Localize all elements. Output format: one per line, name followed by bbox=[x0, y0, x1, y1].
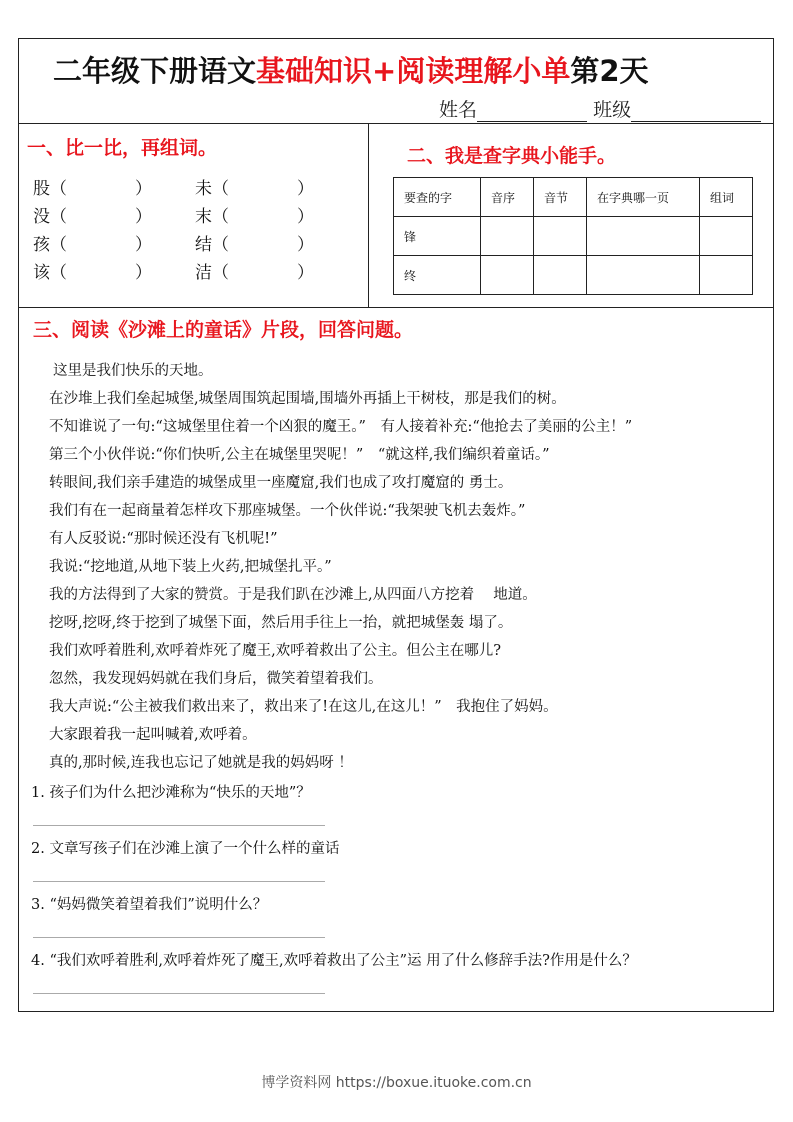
footer-watermark: 博学资料网 https://boxue.ituoke.com.cn bbox=[261, 1075, 532, 1091]
table-row bbox=[394, 256, 753, 295]
passage-paragraph: 我说:“挖地道,从地下装上火药,把城堡扎平。” bbox=[49, 559, 332, 575]
passage-paragraph: 我们有在一起商量着怎样攻下那座城堡。一个伙伴说:“我架驶飞机去轰炸。” bbox=[49, 503, 526, 519]
compare-row bbox=[33, 231, 357, 259]
compare-item[interactable]: 未（ ） bbox=[195, 179, 314, 199]
table-cell-blank[interactable] bbox=[534, 256, 587, 295]
worksheet-frame bbox=[18, 38, 774, 1012]
table-header-row bbox=[394, 178, 753, 217]
question-2: 2. 文章写孩子们在沙滩上演了一个什么样的童话 bbox=[31, 841, 340, 857]
compare-item[interactable]: 股（ ） bbox=[33, 179, 152, 199]
passage-paragraph: 这里是我们快乐的天地。 bbox=[53, 363, 213, 379]
question-4: 4. “我们欢呼着胜利,欢呼着炸死了魔王,欢呼着救出了公主”运 用了什么修辞手法?作用是什么？ bbox=[31, 953, 637, 969]
passage-paragraph: 我的方法得到了大家的赞赏。于是我们趴在沙滩上,从四面八方挖着 地道。 bbox=[49, 587, 537, 603]
passage-paragraph: 大家跟着我一起叫喊着,欢呼着。 bbox=[49, 727, 257, 743]
passage-paragraph: 第三个小伙伴说:“你们快听,公主在城堡里哭呢！” “就这样,我们编织着童话。” bbox=[49, 447, 550, 463]
table-header-cell: 要查的字 bbox=[394, 178, 481, 217]
table-header-cell: 组词 bbox=[700, 178, 753, 217]
table-cell-blank[interactable] bbox=[587, 217, 700, 256]
answer-line-2[interactable] bbox=[33, 881, 325, 882]
title-part1: 二年级下册语文 bbox=[53, 54, 257, 88]
answer-line-1[interactable] bbox=[33, 825, 325, 826]
passage-paragraph: 真的,那时候,连我也忘记了她就是我的妈妈呀 ！ bbox=[49, 755, 353, 771]
table-cell-char: 锋 bbox=[394, 217, 481, 256]
table-row bbox=[394, 217, 753, 256]
passage-paragraph: 有人反驳说:“那时候还没有飞机呢!” bbox=[49, 531, 278, 547]
table-cell-blank[interactable] bbox=[481, 217, 534, 256]
reading-passage bbox=[49, 357, 769, 777]
question-3: 3. “妈妈微笑着望着我们”说明什么？ bbox=[31, 897, 268, 913]
compare-row bbox=[33, 203, 357, 231]
passage-paragraph: 忽然，我发现妈妈就在我们身后，微笑着望着我们。 bbox=[49, 671, 383, 687]
name-label: 姓名 bbox=[439, 99, 478, 121]
class-blank[interactable] bbox=[631, 101, 761, 122]
question-1: 1. 孩子们为什么把沙滩称为“快乐的天地”？ bbox=[31, 785, 311, 801]
divider bbox=[19, 123, 773, 124]
table-header-cell: 音序 bbox=[481, 178, 534, 217]
compare-item[interactable]: 没（ ） bbox=[33, 207, 152, 227]
table-cell-blank[interactable] bbox=[587, 256, 700, 295]
compare-row bbox=[33, 175, 357, 203]
passage-paragraph: 我大声说:“公主被我们救出来了，救出来了!在这儿,在这儿！” 我抱住了妈妈。 bbox=[49, 699, 558, 715]
table-cell-blank[interactable] bbox=[534, 217, 587, 256]
passage-paragraph: 我们欢呼着胜利,欢呼着炸死了魔王,欢呼着救出了公主。但公主在哪儿? bbox=[49, 643, 501, 659]
name-class-row bbox=[439, 95, 761, 122]
section1-heading: 一、比一比，再组词。 bbox=[27, 137, 218, 159]
compare-item[interactable]: 末（ ） bbox=[195, 207, 314, 227]
compare-words-grid bbox=[33, 175, 357, 287]
table-cell-char: 终 bbox=[394, 256, 481, 295]
section3-heading: 三、阅读《沙滩上的童话》片段，回答问题。 bbox=[33, 319, 414, 341]
passage-paragraph: 挖呀,挖呀,终于挖到了城堡下面，然后用手往上一抬，就把城堡轰 塌了。 bbox=[49, 615, 513, 631]
answer-line-4[interactable] bbox=[33, 993, 325, 994]
title-part3: 第2天 bbox=[570, 54, 649, 88]
divider bbox=[19, 307, 773, 308]
compare-row bbox=[33, 259, 357, 287]
table-cell-blank[interactable] bbox=[700, 217, 753, 256]
table-cell-blank[interactable] bbox=[481, 256, 534, 295]
passage-paragraph: 在沙堆上我们垒起城堡,城堡周围筑起围墙,围墙外再插上干树枝，那是我们的树。 bbox=[49, 391, 566, 407]
table-header-cell: 音节 bbox=[534, 178, 587, 217]
answer-line-3[interactable] bbox=[33, 937, 325, 938]
passage-paragraph: 不知谁说了一句:“这城堡里住着一个凶狠的魔王。” 有人接着补充:“他抢去了美丽的公主！” bbox=[49, 419, 633, 435]
table-cell-blank[interactable] bbox=[700, 256, 753, 295]
passage-paragraph: 转眼间,我们亲手建造的城堡成里一座魔窟,我们也成了攻打魔窟的 勇士。 bbox=[49, 475, 513, 491]
compare-item[interactable]: 该（ ） bbox=[33, 263, 152, 283]
name-blank[interactable] bbox=[477, 101, 587, 122]
section2-heading: 二、我是查字典小能手。 bbox=[407, 145, 617, 167]
compare-item[interactable]: 洁（ ） bbox=[195, 263, 314, 283]
title-part2: 基础知识+阅读理解小单 bbox=[256, 54, 571, 88]
class-label: 班级 bbox=[593, 99, 632, 121]
compare-item[interactable]: 结（ ） bbox=[195, 235, 314, 255]
page-title bbox=[53, 49, 649, 90]
divider-vertical bbox=[368, 123, 369, 307]
dictionary-table bbox=[393, 177, 753, 295]
compare-item[interactable]: 孩（ ） bbox=[33, 235, 152, 255]
table-header-cell: 在字典哪一页 bbox=[587, 178, 700, 217]
